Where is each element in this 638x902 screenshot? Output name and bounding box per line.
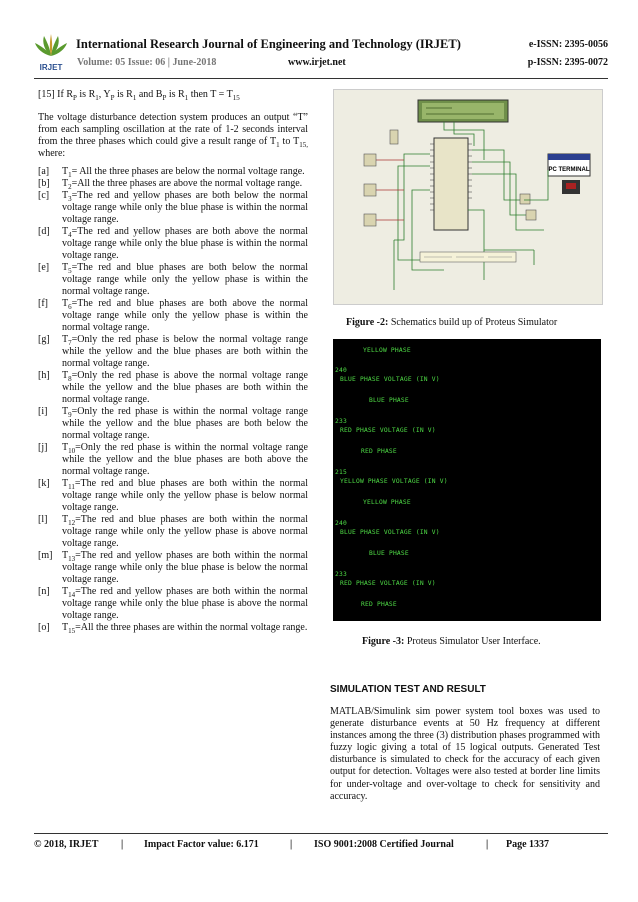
condition-item bbox=[38, 586, 308, 622]
header-rule bbox=[34, 78, 608, 79]
condition-item bbox=[38, 334, 308, 370]
pc-terminal-label: PC TERMINAL bbox=[548, 167, 590, 173]
condition-label: [b] bbox=[38, 178, 50, 189]
condition-list bbox=[38, 166, 308, 634]
footer-iso: ISO 9001:2008 Certified Journal bbox=[314, 839, 454, 850]
footer-sep-1: | bbox=[121, 839, 124, 850]
condition-text: $T_1=$ All the three phases are below the normal voltage range. bbox=[62, 166, 305, 179]
condition-label: [m] bbox=[38, 550, 53, 561]
schematic-drawing bbox=[334, 90, 602, 304]
condition-item bbox=[38, 478, 308, 514]
rule-15: [15] If $R_P$ is $R_1$, $Y_P$ is $R_1$ and $B_P$ is $R_1$ then $T = T_{15}$ bbox=[38, 89, 240, 102]
condition-item bbox=[38, 262, 308, 298]
condition-label: [e] bbox=[38, 262, 50, 273]
condition-text: $T_2=All$ the three phases are above the normal voltage range. bbox=[62, 178, 303, 191]
condition-item bbox=[38, 226, 308, 262]
condition-text: $T_{12}=The$ red and blue phases are both within the normal voltage range while only the yellow phase is above normal voltage range. bbox=[62, 514, 308, 549]
condition-label: [j] bbox=[38, 442, 48, 453]
footer-copyright: © 2018, IRJET bbox=[34, 839, 99, 850]
proteus-schematic-figure bbox=[333, 89, 603, 305]
condition-text: $T_{15}=All$ the three phases are within the normal voltage range. bbox=[62, 622, 308, 635]
journal-title: International Research Journal of Engineering and Technology (IRJET) bbox=[76, 37, 461, 51]
journal-volume: Volume: 05 Issue: 06 | June-2018 bbox=[77, 57, 217, 68]
condition-item bbox=[38, 190, 308, 226]
figure-2-caption: Figure -2: Schematics build up of Proteus Simulator bbox=[346, 317, 558, 328]
condition-text: $T_{10}=Only$ the red phase is within the normal voltage range while the yellow and the blue phases are both above the normal voltage range. bbox=[62, 442, 308, 477]
condition-item bbox=[38, 514, 308, 550]
section-heading: SIMULATION TEST AND RESULT bbox=[330, 684, 486, 695]
condition-label: [l] bbox=[38, 514, 48, 525]
condition-text: $T_7=Only$ the red phase is below the normal voltage range while the yellow and the blue phases are both within the normal voltage range. bbox=[62, 334, 308, 369]
terminal-line: YELLOW PHASE bbox=[363, 347, 411, 354]
condition-item bbox=[38, 550, 308, 586]
figure-3-caption: Figure -3: Proteus Simulator User Interface. bbox=[362, 636, 541, 647]
condition-item bbox=[38, 178, 308, 190]
terminal-line: RED PHASE VOLTAGE (IN V) bbox=[340, 427, 436, 434]
terminal-line: YELLOW PHASE bbox=[363, 499, 411, 506]
terminal-line: BLUE PHASE VOLTAGE (IN V) bbox=[340, 376, 440, 383]
condition-item bbox=[38, 370, 308, 406]
terminal-line: RED PHASE VOLTAGE (IN V) bbox=[340, 580, 436, 587]
footer-page: Page 1337 bbox=[506, 839, 550, 850]
condition-text: $T_6=The$ red and blue phases are both above the normal voltage range while only the yellow phase is within the normal voltage range. bbox=[62, 298, 308, 333]
condition-text: $T_5=The$ red and blue phases are both below the normal voltage range while only the yellow phase is within the normal voltage range. bbox=[62, 262, 308, 297]
terminal-line: 233 bbox=[335, 418, 347, 425]
left-column bbox=[38, 89, 308, 634]
condition-label: [n] bbox=[38, 586, 50, 597]
condition-label: [d] bbox=[38, 226, 50, 237]
intro-paragraph: The voltage disturbance detection system produces an output “T” from each sampling oscillation at the rate of 1-2 seconds interval from the three phases which could give a result range of $T_1$ to $T_{15,}$ where: bbox=[38, 112, 308, 159]
condition-label: [f] bbox=[38, 298, 48, 309]
logo-text: IRJET bbox=[39, 63, 63, 72]
condition-label: [k] bbox=[38, 478, 50, 489]
journal-header bbox=[34, 30, 608, 78]
condition-item bbox=[38, 298, 308, 334]
terminal-line: 240 bbox=[335, 367, 347, 374]
condition-text: $T_9=Only$ the red phase is within the normal voltage range while the yellow and the blue phases are both below the normal voltage range. bbox=[62, 406, 308, 441]
footer-rule bbox=[34, 833, 608, 834]
terminal-line: 240 bbox=[335, 520, 347, 527]
condition-label: [h] bbox=[38, 370, 50, 381]
condition-text: $T_4=The$ red and yellow phases are both above the normal voltage range while only the blue phase is within the normal voltage range. bbox=[62, 226, 308, 261]
journal-website[interactable]: www.irjet.net bbox=[288, 57, 346, 68]
e-issn: e-ISSN: 2395-0056 bbox=[528, 39, 608, 50]
condition-text: $T_8=Only$ the red phase is above the normal voltage range while the yellow and the blue phases are both within the normal voltage range. bbox=[62, 370, 308, 405]
terminal-line: BLUE PHASE bbox=[369, 397, 409, 404]
terminal-line: RED PHASE bbox=[361, 601, 397, 608]
section-paragraph: MATLAB/Simulink sim power system tool boxes was used to generate disturbance events at 50 Hz frequency at different instances among the three (3) distribution phases programmed with fuzzy logic giving a total of 15 logical outputs. Generated Test disturbance is simulated to check for the accuracy of each given output for detection. Voltages were also tested at border line limits for under-voltage and over-voltage to check for sensitivity and accuracy. bbox=[330, 706, 600, 802]
terminal-line: BLUE PHASE VOLTAGE (IN V) bbox=[340, 529, 440, 536]
terminal-line: YELLOW PHASE VOLTAGE (IN V) bbox=[340, 478, 448, 485]
condition-label: [a] bbox=[38, 166, 50, 177]
footer-sep-3: | bbox=[486, 839, 489, 850]
condition-item bbox=[38, 166, 308, 178]
terminal-line: BLUE PHASE bbox=[369, 550, 409, 557]
footer-sep-2: | bbox=[290, 839, 293, 850]
condition-label: [i] bbox=[38, 406, 48, 417]
proteus-terminal-figure bbox=[333, 339, 601, 621]
terminal-line: 233 bbox=[335, 571, 347, 578]
condition-text: $T_{14}=The$ red and yellow phases are both within the normal voltage range while only the blue phase is above the normal voltage range. bbox=[62, 586, 308, 621]
p-issn: p-ISSN: 2395-0072 bbox=[527, 57, 608, 68]
condition-text: $T_{11}=The$ red and blue phases are both within the normal voltage range while only the yellow phase is below normal voltage range. bbox=[62, 478, 308, 513]
condition-text: $T_3=The$ red and yellow phases are both below the normal voltage range while only the blue phase is within the normal voltage range. bbox=[62, 190, 308, 225]
terminal-line: RED PHASE bbox=[361, 448, 397, 455]
irjet-logo bbox=[34, 34, 68, 74]
footer-impact: Impact Factor value: 6.171 bbox=[144, 839, 259, 850]
condition-label: [g] bbox=[38, 334, 50, 345]
condition-item bbox=[38, 442, 308, 478]
condition-label: [c] bbox=[38, 190, 50, 201]
condition-label: [o] bbox=[38, 622, 50, 633]
condition-text: $T_{13}=The$ red and yellow phases are both within the normal voltage range while only the blue phase is below the normal voltage range. bbox=[62, 550, 308, 585]
terminal-line: 215 bbox=[335, 469, 347, 476]
condition-item bbox=[38, 622, 308, 634]
condition-item bbox=[38, 406, 308, 442]
